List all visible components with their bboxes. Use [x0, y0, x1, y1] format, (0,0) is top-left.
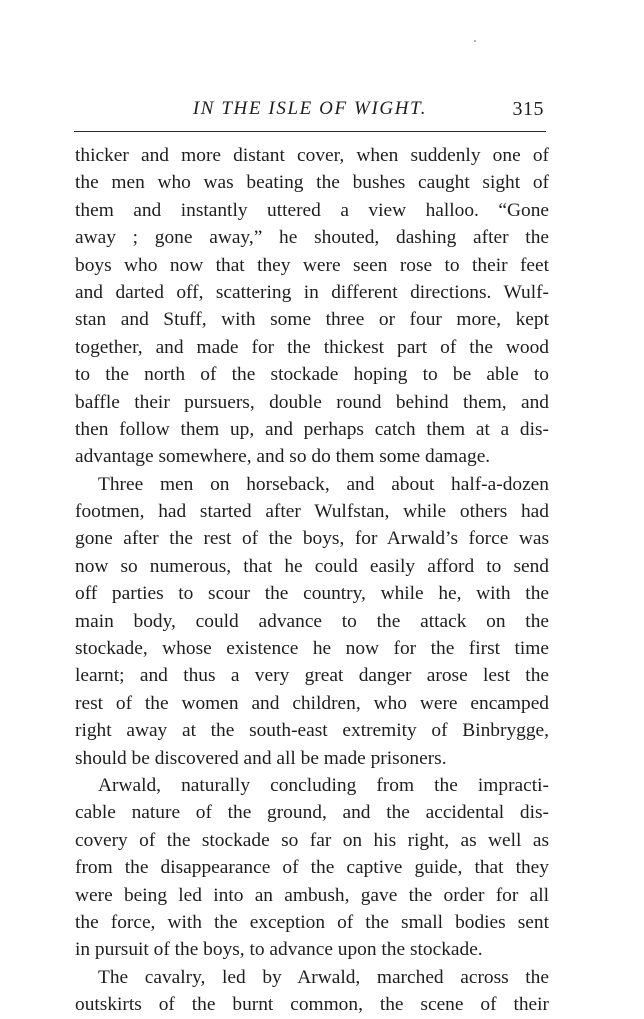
text-line: away ; gone away,” he shouted, dashing after the [75, 227, 549, 249]
text-line: together, and made for the thickest part of the wood [75, 336, 549, 358]
header-rule [74, 131, 546, 132]
text-line: the men who was beating the bushes caught sight of [75, 172, 549, 194]
text-line: main body, could advance to the attack on the [75, 610, 549, 632]
text-line: from the disappearance of the captive guide, that they [75, 857, 549, 879]
text-line: covery of the stockade so far on his right, as well as [75, 829, 549, 851]
text-line: advantage somewhere, and so do them some damage. [75, 446, 491, 468]
paragraph [75, 964, 549, 1019]
text-line: cable nature of the ground, and the accidental dis- [75, 802, 549, 824]
text-line: learnt; and thus a very great danger arose lest the [75, 665, 549, 687]
text-line: gone after the rest of the boys, for Arwald’s force was [75, 528, 549, 550]
text-line: The cavalry, led by Arwald, marched across the [98, 966, 549, 988]
paper-speck [474, 40, 476, 42]
text-line: baffle their pursuers, double round behind them, and [75, 391, 549, 413]
text-line: boys who now that they were seen rose to their feet [75, 254, 549, 276]
text-line: right away at the south-east extremity of Binbrygge, [75, 720, 549, 742]
text-line: thicker and more distant cover, when suddenly one of [75, 145, 549, 166]
text-line: outskirts of the burnt common, the scene of their [75, 994, 549, 1016]
text-line: now so numerous, that he could easily afford to send [75, 555, 549, 577]
text-line: and darted off, scattering in different directions. Wulf- [75, 281, 549, 303]
text-line: to the north of the stockade hoping to be able to [75, 364, 549, 386]
text-line: the force, with the exception of the small bodies sent [75, 911, 549, 933]
text-line: footmen, had started after Wulfstan, while others had [75, 501, 549, 523]
text-line: stockade, whose existence he now for the first time [75, 638, 549, 660]
text-line: should be discovered and all be made prisoners. [75, 747, 447, 769]
paragraph [75, 471, 549, 772]
page-number: 315 [512, 98, 544, 120]
text-line: Three men on horseback, and about half-a-dozen [98, 473, 549, 495]
text-line: off parties to scour the country, while he, with the [75, 583, 549, 605]
text-line: stan and Stuff, with some three or four more, kept [75, 309, 549, 331]
text-line: were being led into an ambush, gave the order for all [75, 884, 549, 906]
paragraph [75, 772, 549, 964]
body-text [75, 142, 549, 1019]
running-title: IN THE ISLE OF WIGHT. [192, 98, 428, 119]
paragraph [75, 142, 549, 471]
text-line: them and instantly uttered a view halloo. “Gone [75, 199, 549, 221]
text-line: in pursuit of the boys, to advance upon the stockade. [75, 939, 483, 961]
text-line: rest of the women and children, who were encamped [75, 692, 549, 714]
text-line: Arwald, naturally concluding from the impracti- [98, 774, 549, 796]
text-line: then follow them up, and perhaps catch them at a dis- [75, 418, 549, 440]
page-header [74, 96, 546, 126]
